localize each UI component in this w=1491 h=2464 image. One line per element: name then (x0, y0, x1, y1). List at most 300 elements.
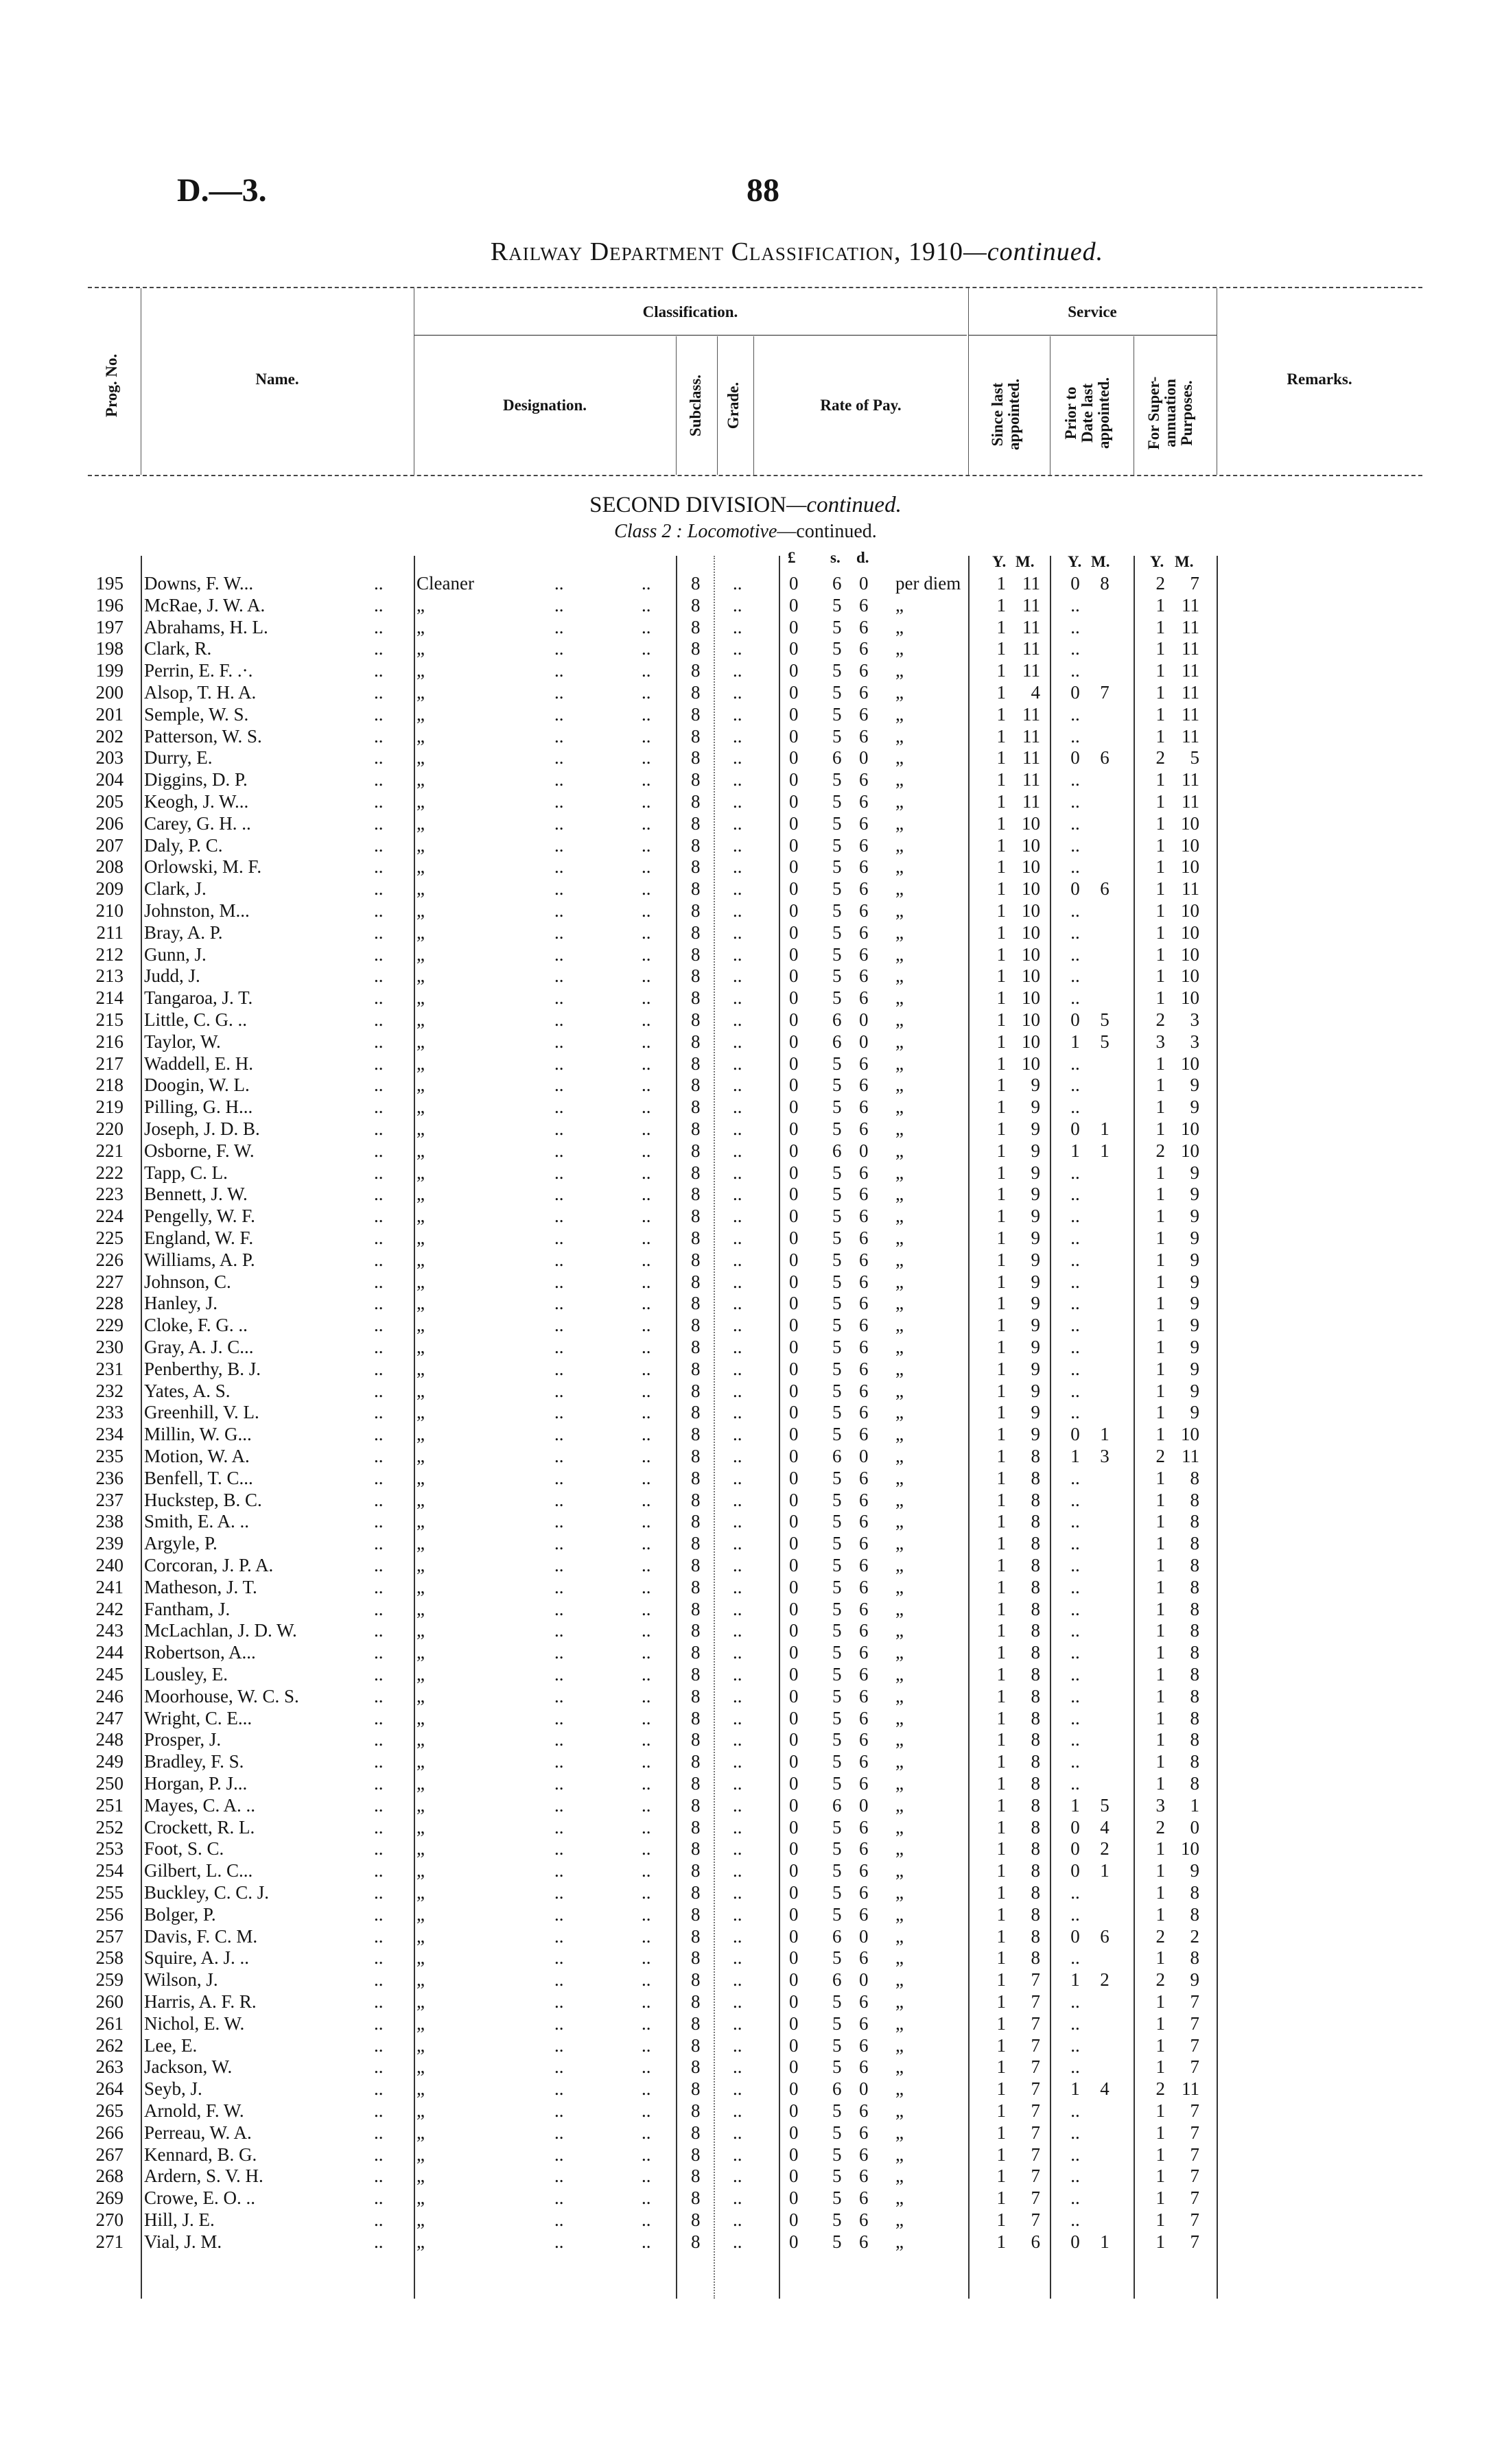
cell-super-years: 1 (1155, 1685, 1165, 1706)
cell-since-months: 7 (1031, 2166, 1040, 2187)
cell-prior-months: 7 (1100, 682, 1110, 703)
cell-subclass: 8 (691, 812, 701, 834)
cell-pay-pence: 6 (859, 856, 869, 878)
cell-prior-years: .. (1070, 594, 1080, 615)
cell-super-years: 1 (1155, 1206, 1165, 1227)
cell-prior-years: 0 (1070, 1860, 1080, 1881)
cell-name: Foot, S. C. (144, 1838, 224, 1859)
cell-prior-years: 0 (1070, 1816, 1080, 1838)
leader-dots: .. (374, 1424, 384, 1445)
cell-prog-no: 222 (95, 1162, 124, 1183)
cell-prior-years: .. (1070, 1576, 1080, 1597)
leader-dots: .. (642, 987, 651, 1009)
leader-dots: .. (374, 725, 384, 747)
cell-since-months: 8 (1031, 1446, 1040, 1466)
cell-prior-years: .. (1070, 812, 1080, 834)
table-row (0, 726, 1491, 748)
cell-prior-months: 5 (1100, 1794, 1110, 1816)
cell-super-years: 1 (1155, 2166, 1165, 2187)
cell-subclass: 8 (691, 1206, 701, 1227)
leader-dots: .. (642, 573, 651, 594)
leader-dots: .. (374, 1511, 384, 1532)
cell-since-months: 8 (1031, 1620, 1040, 1641)
cell-pay-unit: „ (895, 1664, 904, 1685)
cell-pay-pence: 6 (859, 1249, 869, 1270)
cell-since-years: 1 (996, 1467, 1006, 1488)
cell-name: Jackson, W. (144, 2056, 233, 2078)
leader-dots: .. (733, 2209, 742, 2230)
cell-prior-years: 1 (1070, 1446, 1080, 1466)
cell-pay-unit: „ (895, 703, 904, 725)
cell-pay-unit: „ (895, 1903, 904, 1925)
table-row (0, 1315, 1491, 1337)
cell-pay-shillings: 5 (832, 1685, 842, 1706)
cell-pay-shillings: 5 (832, 987, 842, 1009)
cell-prog-no: 231 (95, 1358, 124, 1379)
leader-dots: .. (733, 769, 742, 790)
cell-since-months: 9 (1031, 1271, 1040, 1292)
cell-since-years: 1 (996, 943, 1006, 965)
leader-dots: .. (374, 1773, 384, 1794)
cell-prior-years: .. (1070, 1162, 1080, 1183)
cell-pay-pence: 6 (859, 2166, 869, 2187)
leader-dots: .. (642, 856, 651, 878)
cell-pay-unit: „ (895, 1337, 904, 1357)
cell-designation: „ (416, 1685, 425, 1706)
leader-dots: .. (374, 1467, 384, 1488)
cell-designation: „ (416, 769, 425, 790)
cell-prior-years: .. (1070, 1358, 1080, 1379)
leader-dots: .. (642, 943, 651, 965)
cell-since-years: 1 (996, 1773, 1006, 1794)
cell-since-months: 10 (1022, 878, 1040, 900)
page-title (0, 237, 1491, 267)
leader-dots: .. (642, 965, 651, 987)
cell-super-years: 1 (1155, 660, 1165, 681)
cell-pay-pounds: 0 (789, 1664, 799, 1685)
cell-prog-no: 259 (95, 1969, 124, 1991)
cell-super-months: 8 (1190, 1511, 1199, 1532)
leader-dots: .. (554, 1118, 564, 1139)
leader-dots: .. (733, 1467, 742, 1488)
cell-pay-pounds: 0 (789, 1751, 799, 1772)
cell-pay-pence: 6 (859, 1315, 869, 1336)
cell-pay-shillings: 5 (832, 1096, 842, 1118)
cell-super-years: 1 (1155, 1533, 1165, 1554)
table-row (0, 1599, 1491, 1621)
header-top-rule (88, 287, 1422, 288)
cell-super-months: 11 (1182, 2078, 1199, 2100)
cell-super-months: 7 (1190, 573, 1199, 594)
cell-since-years: 1 (996, 1402, 1006, 1423)
cell-designation: „ (416, 1947, 425, 1969)
cell-pay-unit: „ (895, 1816, 904, 1838)
table-row (0, 835, 1491, 857)
cell-subclass: 8 (691, 2078, 701, 2100)
leader-dots: .. (554, 900, 564, 921)
table-row (0, 1751, 1491, 1773)
leader-dots: .. (733, 1315, 742, 1336)
leader-dots: .. (374, 1118, 384, 1139)
cell-prior-years: .. (1070, 1991, 1080, 2012)
cell-since-months: 10 (1022, 943, 1040, 965)
leader-dots: .. (733, 2034, 742, 2056)
cell-pay-pence: 6 (859, 660, 869, 681)
cell-prog-no: 230 (95, 1337, 124, 1357)
cell-prog-no: 206 (95, 812, 124, 834)
cell-pay-pence: 6 (859, 1816, 869, 1838)
cell-pay-unit: „ (895, 1446, 904, 1466)
cell-name: Lee, E. (144, 2034, 198, 2056)
cell-designation: „ (416, 943, 425, 965)
cell-prog-no: 198 (95, 638, 124, 659)
cell-prior-years: .. (1070, 791, 1080, 812)
header-divider (717, 336, 718, 475)
cell-super-months: 10 (1181, 943, 1199, 965)
leader-dots: .. (374, 965, 384, 987)
cell-since-years: 1 (996, 1337, 1006, 1357)
cell-pay-unit: „ (895, 812, 904, 834)
cell-super-months: 7 (1190, 2100, 1199, 2121)
cell-pay-unit: „ (895, 1642, 904, 1663)
cell-super-months: 11 (1182, 1446, 1199, 1466)
cell-designation: „ (416, 1380, 425, 1401)
cell-super-years: 1 (1155, 1096, 1165, 1118)
cell-prior-years: .. (1070, 1096, 1080, 1118)
cell-designation: „ (416, 1140, 425, 1161)
cell-super-months: 9 (1190, 1969, 1199, 1991)
leader-dots: .. (733, 1816, 742, 1838)
cell-name: Tapp, C. L. (144, 1162, 228, 1183)
cell-since-months: 8 (1031, 1860, 1040, 1881)
cell-since-months: 11 (1022, 660, 1040, 681)
cell-since-years: 1 (996, 1860, 1006, 1881)
leader-dots: .. (642, 703, 651, 725)
cell-super-years: 1 (1155, 1489, 1165, 1510)
cell-super-months: 8 (1190, 1489, 1199, 1510)
cell-pay-shillings: 5 (832, 1249, 842, 1270)
cell-designation: „ (416, 682, 425, 703)
cell-super-years: 1 (1155, 638, 1165, 659)
cell-since-months: 8 (1031, 1664, 1040, 1685)
cell-super-years: 2 (1155, 1009, 1165, 1030)
leader-dots: .. (733, 1184, 742, 1205)
cell-designation: „ (416, 2122, 425, 2143)
leader-dots: .. (733, 573, 742, 594)
cell-pay-unit: „ (895, 1882, 904, 1903)
cell-since-years: 1 (996, 1642, 1006, 1663)
cell-name: Bolger, P. (144, 1903, 216, 1925)
table-row (0, 2013, 1491, 2035)
cell-since-months: 8 (1031, 1729, 1040, 1750)
cell-name: Prosper, J. (144, 1729, 222, 1750)
cell-prior-years: .. (1070, 660, 1080, 681)
cell-designation: „ (416, 965, 425, 987)
cell-super-months: 9 (1190, 1249, 1199, 1270)
cell-pay-shillings: 6 (832, 1925, 842, 1947)
cell-super-years: 1 (1155, 1555, 1165, 1575)
leader-dots: .. (733, 1642, 742, 1663)
cell-super-years: 1 (1155, 1860, 1165, 1881)
leader-dots: .. (733, 1555, 742, 1575)
leader-dots: .. (374, 1009, 384, 1030)
cell-since-months: 9 (1031, 1140, 1040, 1161)
page-reference: D.—3. (177, 172, 267, 209)
leader-dots: .. (554, 638, 564, 659)
cell-name: Gilbert, L. C... (144, 1860, 253, 1881)
cell-subclass: 8 (691, 2209, 701, 2230)
cell-since-years: 1 (996, 878, 1006, 900)
leader-dots: .. (642, 769, 651, 790)
cell-super-months: 7 (1190, 2187, 1199, 2209)
leader-dots: .. (554, 1947, 564, 1969)
cell-subclass: 8 (691, 616, 701, 637)
cell-designation: „ (416, 1664, 425, 1685)
cell-prior-years: .. (1070, 965, 1080, 987)
cell-name: Gray, A. J. C... (144, 1337, 254, 1357)
cell-pay-pounds: 0 (789, 1860, 799, 1881)
cell-pay-unit: „ (895, 965, 904, 987)
cell-pay-pounds: 0 (789, 1642, 799, 1663)
cell-super-months: 10 (1181, 812, 1199, 834)
cell-pay-shillings: 5 (832, 2144, 842, 2165)
cell-name: Benfell, T. C... (144, 1467, 253, 1488)
cell-name: Bradley, F. S. (144, 1751, 244, 1772)
cell-designation: „ (416, 987, 425, 1009)
title-suffix: —continued. (963, 237, 1104, 266)
cell-pay-pounds: 0 (789, 769, 799, 790)
cell-since-months: 10 (1022, 834, 1040, 856)
cell-super-months: 8 (1190, 1664, 1199, 1685)
cell-since-years: 1 (996, 791, 1006, 812)
cell-pay-pence: 6 (859, 2144, 869, 2165)
leader-dots: .. (554, 660, 564, 681)
cell-pay-pence: 6 (859, 594, 869, 615)
cell-super-years: 1 (1155, 856, 1165, 878)
leader-dots: .. (554, 1773, 564, 1794)
service-rule (968, 335, 1217, 336)
cell-prog-no: 215 (95, 1009, 124, 1030)
cell-pay-shillings: 5 (832, 2056, 842, 2078)
cell-since-years: 1 (996, 747, 1006, 768)
cell-name: Semple, W. S. (144, 703, 249, 725)
cell-designation: „ (416, 856, 425, 878)
cell-subclass: 8 (691, 1228, 701, 1248)
cell-prior-years: .. (1070, 1293, 1080, 1314)
cell-prior-years: .. (1070, 2034, 1080, 2056)
cell-prog-no: 233 (95, 1402, 124, 1423)
cell-pay-pounds: 0 (789, 1206, 799, 1227)
cell-pay-shillings: 5 (832, 1555, 842, 1575)
leader-dots: .. (374, 594, 384, 615)
table-row (0, 573, 1491, 595)
cell-prog-no: 271 (95, 2231, 124, 2252)
cell-prior-years: .. (1070, 1053, 1080, 1074)
cell-prior-years: .. (1070, 834, 1080, 856)
leader-dots: .. (554, 856, 564, 878)
leader-dots: .. (642, 1773, 651, 1794)
cell-since-months: 11 (1022, 725, 1040, 747)
table-row (0, 1882, 1491, 1904)
cell-name: McLachlan, J. D. W. (144, 1620, 297, 1641)
cell-pay-pence: 6 (859, 1380, 869, 1401)
leader-dots: .. (642, 1402, 651, 1423)
leader-dots: .. (733, 703, 742, 725)
leader-dots: .. (374, 2122, 384, 2143)
table-row (0, 965, 1491, 987)
leader-dots: .. (733, 1053, 742, 1074)
cell-super-months: 11 (1182, 703, 1199, 725)
cell-pay-shillings: 5 (832, 594, 842, 615)
table-row (0, 1947, 1491, 1969)
cell-pay-unit: „ (895, 1228, 904, 1248)
cell-designation: „ (416, 1969, 425, 1991)
cell-pay-unit: „ (895, 1184, 904, 1205)
cell-name: Gunn, J. (144, 943, 207, 965)
cell-prior-months: 1 (1100, 1140, 1110, 1161)
unit-years-since: Y. (992, 553, 1007, 570)
cell-prior-years: .. (1070, 2209, 1080, 2230)
cell-prog-no: 245 (95, 1664, 124, 1685)
table-row (0, 791, 1491, 813)
cell-pay-pounds: 0 (789, 1773, 799, 1794)
table-row (0, 2231, 1491, 2253)
cell-subclass: 8 (691, 2122, 701, 2143)
cell-pay-unit: „ (895, 769, 904, 790)
cell-since-years: 1 (996, 1031, 1006, 1052)
cell-pay-pounds: 0 (789, 1991, 799, 2012)
cell-prior-years: .. (1070, 856, 1080, 878)
cell-pay-shillings: 5 (832, 2013, 842, 2034)
cell-pay-pence: 0 (859, 573, 869, 594)
cell-pay-pence: 6 (859, 1598, 869, 1619)
cell-prior-years: 0 (1070, 1925, 1080, 1947)
leader-dots: .. (642, 2013, 651, 2034)
cell-pay-unit: „ (895, 1991, 904, 2012)
cell-pay-shillings: 5 (832, 2231, 842, 2252)
cell-prog-no: 257 (95, 1925, 124, 1947)
cell-prog-no: 218 (95, 1075, 124, 1096)
table-row (0, 1642, 1491, 1664)
cell-super-months: 11 (1182, 682, 1199, 703)
table-row (0, 1511, 1491, 1533)
leader-dots: .. (374, 1489, 384, 1510)
cell-subclass: 8 (691, 703, 701, 725)
leader-dots: .. (733, 616, 742, 637)
cell-pay-pence: 6 (859, 1729, 869, 1750)
cell-pay-pounds: 0 (789, 1140, 799, 1161)
cell-pay-pounds: 0 (789, 1271, 799, 1292)
cell-prior-years: .. (1070, 1271, 1080, 1292)
cell-since-years: 1 (996, 1424, 1006, 1445)
cell-pay-pence: 6 (859, 1075, 869, 1096)
cell-super-months: 9 (1190, 1337, 1199, 1357)
cell-designation: „ (416, 703, 425, 725)
cell-pay-unit: „ (895, 2231, 904, 2252)
leader-dots: .. (642, 1053, 651, 1074)
cell-designation: „ (416, 1402, 425, 1423)
cell-since-years: 1 (996, 1969, 1006, 1991)
table-row (0, 878, 1491, 900)
cell-pay-shillings: 5 (832, 2122, 842, 2143)
cell-since-years: 1 (996, 2034, 1006, 2056)
cell-pay-unit: „ (895, 1206, 904, 1227)
cell-designation: „ (416, 1315, 425, 1336)
table-row (0, 1555, 1491, 1577)
leader-dots: .. (374, 1358, 384, 1379)
leader-dots: .. (642, 1380, 651, 1401)
cell-pay-pence: 0 (859, 1794, 869, 1816)
leader-dots: .. (642, 2122, 651, 2143)
cell-pay-pounds: 0 (789, 1293, 799, 1314)
cell-designation: „ (416, 1358, 425, 1379)
leader-dots: .. (374, 812, 384, 834)
cell-subclass: 8 (691, 2166, 701, 2187)
leader-dots: .. (642, 594, 651, 615)
leader-dots: .. (733, 1249, 742, 1270)
cell-prog-no: 243 (95, 1620, 124, 1641)
leader-dots: .. (374, 1598, 384, 1619)
leader-dots: .. (733, 594, 742, 615)
cell-since-months: 7 (1031, 2013, 1040, 2034)
leader-dots: .. (733, 1446, 742, 1466)
cell-pay-pounds: 0 (789, 638, 799, 659)
cell-pay-pence: 6 (859, 812, 869, 834)
cell-super-years: 1 (1155, 1707, 1165, 1728)
leader-dots: .. (374, 1882, 384, 1903)
cell-prior-months: 6 (1100, 878, 1110, 900)
cell-super-months: 8 (1190, 1773, 1199, 1794)
cell-designation: „ (416, 1794, 425, 1816)
cell-designation: „ (416, 594, 425, 615)
cell-prior-years: .. (1070, 1533, 1080, 1554)
leader-dots: .. (374, 1140, 384, 1161)
cell-since-months: 9 (1031, 1315, 1040, 1336)
cell-pay-unit: „ (895, 1620, 904, 1641)
leader-dots: .. (374, 791, 384, 812)
cell-pay-unit: „ (895, 1729, 904, 1750)
cell-subclass: 8 (691, 1511, 701, 1532)
leader-dots: .. (642, 1707, 651, 1728)
cell-super-months: 7 (1190, 1991, 1199, 2012)
leader-dots: .. (374, 2187, 384, 2209)
leader-dots: .. (733, 2100, 742, 2121)
cell-pay-pence: 6 (859, 791, 869, 812)
cell-super-months: 8 (1190, 1903, 1199, 1925)
cell-pay-pence: 6 (859, 1903, 869, 1925)
cell-pay-pence: 6 (859, 1991, 869, 2012)
cell-since-years: 1 (996, 1489, 1006, 1510)
cell-designation: „ (416, 1598, 425, 1619)
cell-name: England, W. F. (144, 1228, 254, 1248)
cell-since-months: 7 (1031, 2209, 1040, 2230)
leader-dots: .. (374, 1555, 384, 1575)
cell-since-months: 8 (1031, 1773, 1040, 1794)
cell-designation: „ (416, 1249, 425, 1270)
cell-since-months: 8 (1031, 1816, 1040, 1838)
table-row (0, 1446, 1491, 1468)
leader-dots: .. (374, 682, 384, 703)
cell-pay-unit: „ (895, 878, 904, 900)
cell-pay-unit: „ (895, 1511, 904, 1532)
leader-dots: .. (554, 1228, 564, 1248)
cell-since-years: 1 (996, 1206, 1006, 1227)
cell-designation: „ (416, 1773, 425, 1794)
cell-name: Diggins, D. P. (144, 769, 248, 790)
leader-dots: .. (554, 1031, 564, 1052)
cell-super-years: 1 (1155, 769, 1165, 790)
leader-dots: .. (554, 1009, 564, 1030)
